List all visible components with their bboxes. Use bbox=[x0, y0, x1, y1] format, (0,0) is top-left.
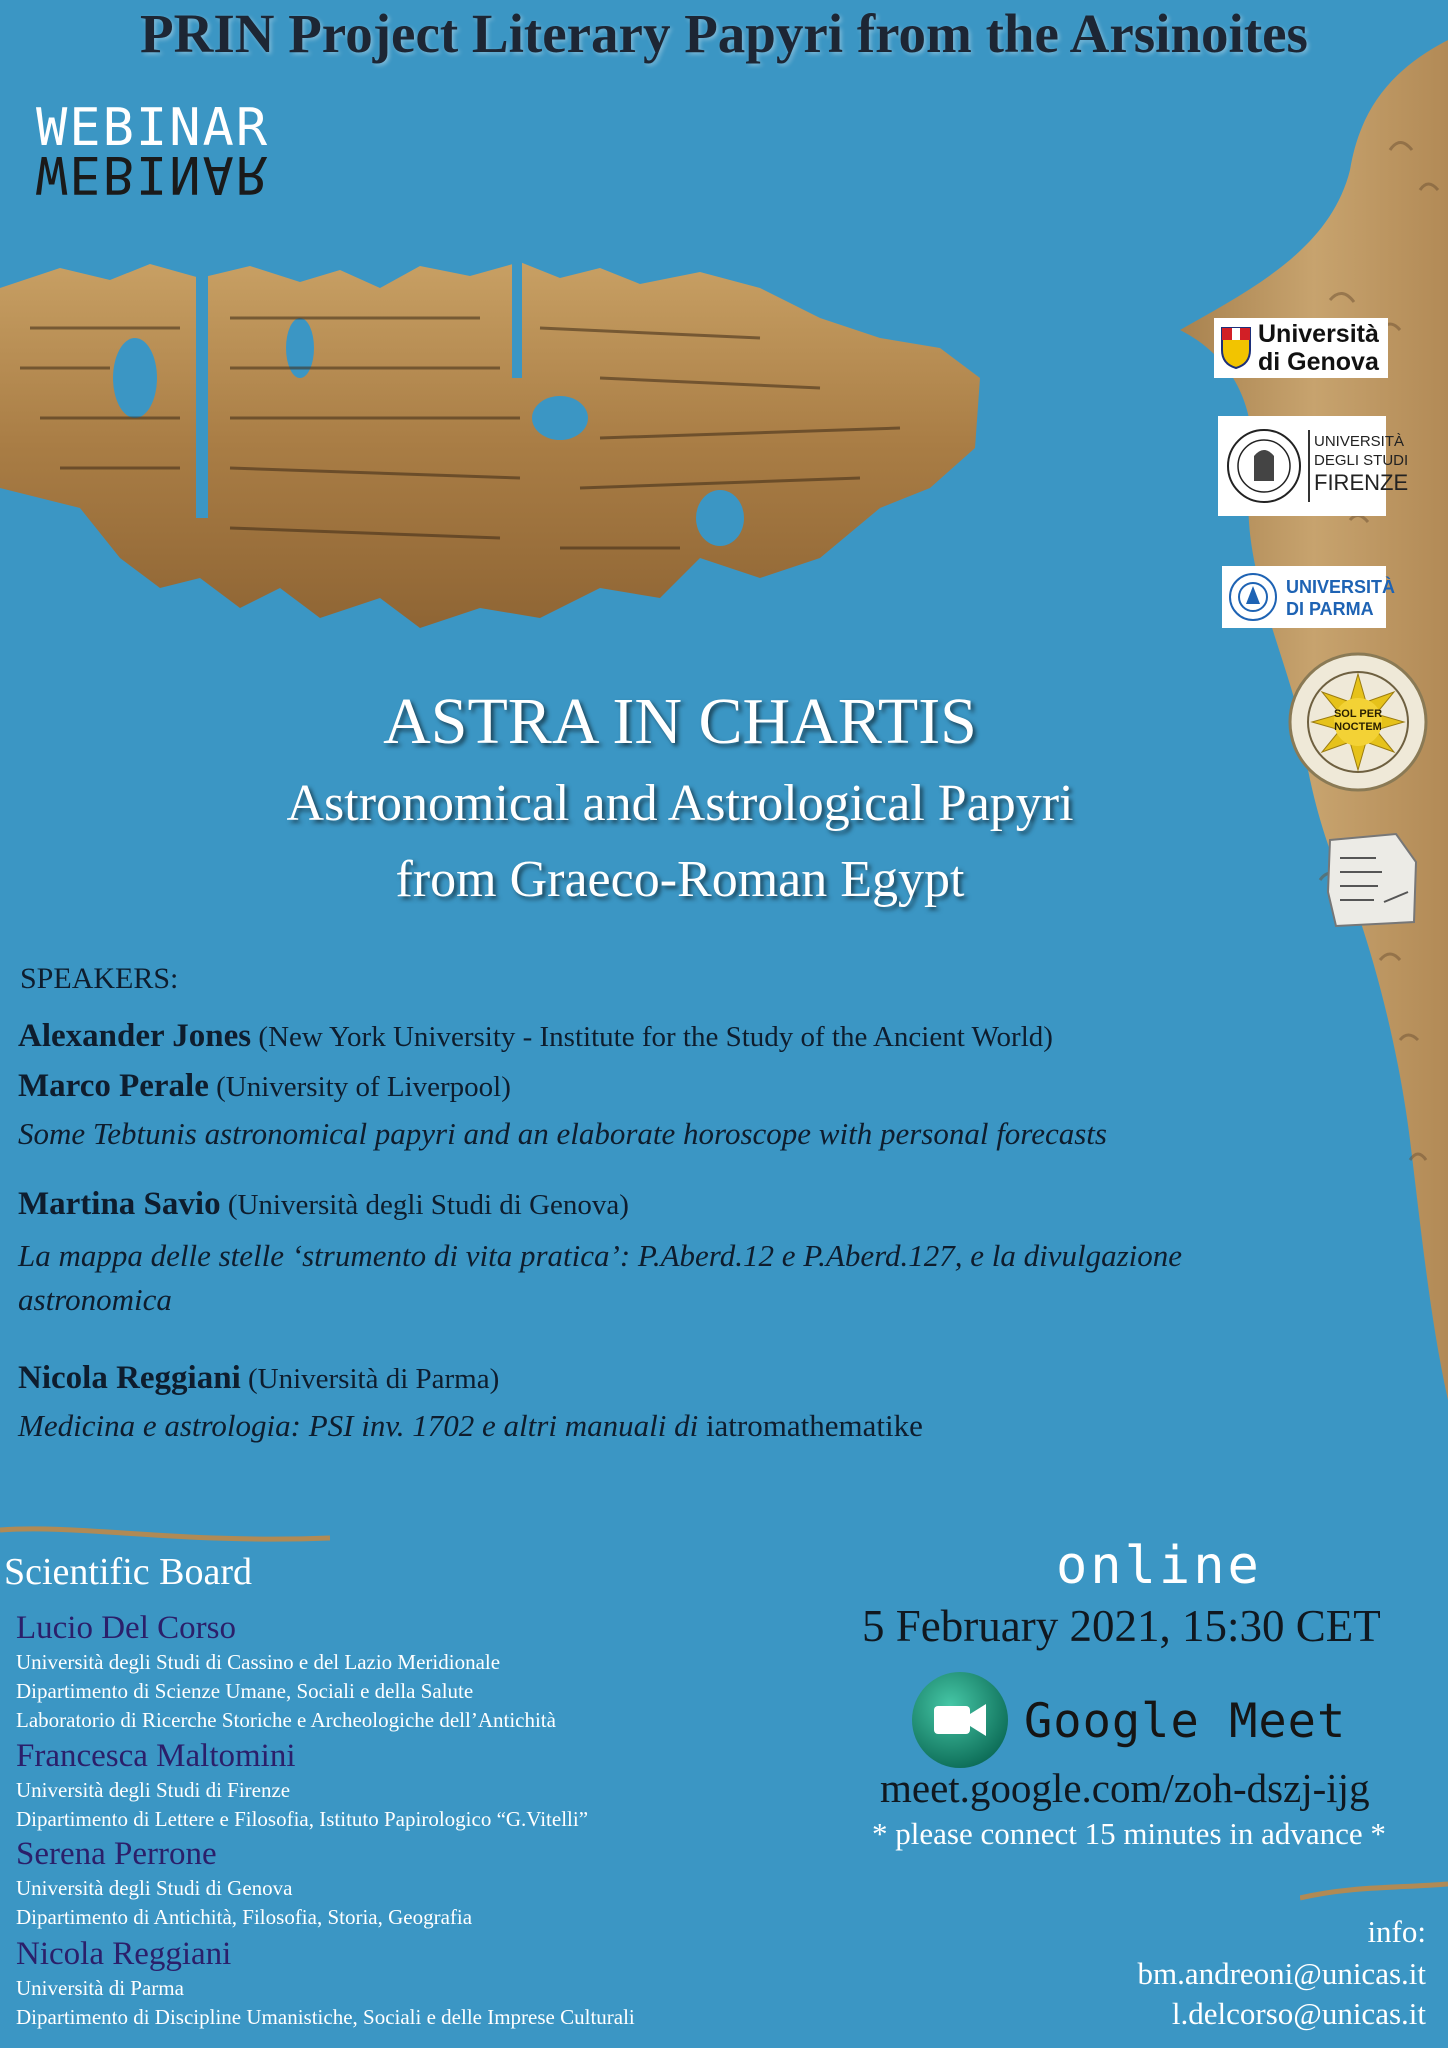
speaker-name: Marco Perale bbox=[18, 1068, 209, 1104]
speaker-affiliation: (New York University - Institute for the Study of the Ancient World) bbox=[258, 1021, 1053, 1053]
board-member-affiliation: Università degli Studi di Cassino e del Lazio Meridionale bbox=[16, 1650, 501, 1674]
scientific-board-heading: Scientific Board bbox=[4, 1551, 252, 1593]
project-title: PRIN Project Literary Papyri from the Arsinoites bbox=[140, 3, 1308, 64]
session-date: 5 February 2021, 15:30 CET bbox=[862, 1601, 1381, 1651]
board-member-name: Nicola Reggiani bbox=[16, 1936, 232, 1972]
event-subtitle bbox=[0, 766, 1360, 918]
event-subtitle-line1: Astronomical and Astrological Papyri bbox=[286, 775, 1074, 832]
talk-line: La mappa delle stelle ‘strumento di vita pratica’: P.Aberd.12 e P.Aberd.127, e la divulgazione bbox=[18, 1238, 1183, 1273]
speaker-perale bbox=[18, 1068, 511, 1105]
decorative-wave-line bbox=[0, 1520, 330, 1550]
board-member-affiliation: Dipartimento di Antichità, Filosofia, Storia, Geografia bbox=[16, 1905, 473, 1929]
parma-logo-line2: DI PARMA bbox=[1286, 599, 1374, 619]
talk-upright: iatromathematike bbox=[705, 1408, 923, 1443]
talk-italic: Medicina e astrologia: PSI inv. 1702 e altri manuali di bbox=[18, 1408, 699, 1443]
board-member-affiliation: Dipartimento di Discipline Umanistiche, Sociali e delle Imprese Culturali bbox=[16, 2005, 635, 2029]
firenze-seal-icon bbox=[1224, 426, 1304, 506]
board-member-affiliation: Università degli Studi di Genova bbox=[16, 1876, 293, 1900]
firenze-logo-line1: UNIVERSITÀ bbox=[1314, 433, 1405, 450]
session-mode: online bbox=[1056, 1536, 1262, 1596]
papyrus-fragment-image bbox=[0, 258, 990, 638]
genova-logo-line1: Università bbox=[1258, 320, 1379, 348]
firenze-logo-line3: FIRENZE bbox=[1314, 470, 1409, 495]
talk-line: astronomica bbox=[18, 1282, 172, 1317]
speaker-jones bbox=[18, 1018, 1053, 1055]
genova-shield-icon bbox=[1220, 326, 1252, 370]
speaker-affiliation: (University of Liverpool) bbox=[216, 1071, 511, 1103]
speaker-affiliation: (Università degli Studi di Genova) bbox=[227, 1189, 629, 1221]
board-member-name: Lucio Del Corso bbox=[16, 1610, 236, 1646]
parma-logo-line1: UNIVERSITÀ bbox=[1286, 577, 1396, 597]
genova-logo-line2: di Genova bbox=[1258, 348, 1379, 376]
board-member-affiliation: Università di Parma bbox=[16, 1976, 184, 2000]
board-member-name: Serena Perrone bbox=[16, 1836, 217, 1872]
contact-email[interactable]: bm.andreoni@unicas.it bbox=[1137, 1956, 1426, 1991]
speakers-heading: SPEAKERS: bbox=[20, 962, 179, 995]
connect-advance-note: * please connect 15 minutes in advance * bbox=[872, 1816, 1386, 1851]
google-meet-icon bbox=[910, 1670, 1010, 1770]
board-member-affiliation: Laboratorio di Ricerche Storiche e Archeologiche dell’Antichità bbox=[16, 1708, 556, 1732]
cassino-motto-line1: SOL PER bbox=[1333, 708, 1383, 720]
universita-firenze-logo bbox=[1218, 416, 1409, 516]
webinar-label-reflection: WEBINAR bbox=[36, 144, 270, 204]
speaker-name: Nicola Reggiani bbox=[18, 1360, 241, 1396]
speaker-name: Martina Savio bbox=[18, 1186, 221, 1222]
google-meet-label: Google Meet bbox=[1024, 1694, 1347, 1749]
board-member-affiliation: Università degli Studi di Firenze bbox=[16, 1778, 291, 1802]
board-member-name: Francesca Maltomini bbox=[16, 1738, 296, 1774]
universita-di-genova-logo bbox=[1214, 318, 1388, 378]
talk-title-perale: Some Tebtunis astronomical papyri and an elaborate horoscope with personal forecasts bbox=[18, 1116, 1107, 1151]
speaker-name: Alexander Jones bbox=[18, 1018, 252, 1054]
cassino-motto-line2: NOCTEM bbox=[1334, 721, 1382, 733]
speaker-reggiani bbox=[18, 1360, 499, 1397]
event-title: ASTRA IN CHARTIS bbox=[383, 685, 977, 758]
talk-title-savio bbox=[18, 1234, 1438, 1322]
board-member-affiliation: Dipartimento di Scienze Umane, Sociali e della Salute bbox=[16, 1679, 474, 1703]
board-member-affiliation: Dipartimento di Lettere e Filosofia, Istituto Papirologico “G.Vitelli” bbox=[16, 1807, 589, 1831]
meeting-link[interactable]: meet.google.com/zoh-dszj-ijg bbox=[880, 1765, 1370, 1811]
event-subtitle-line2: from Graeco-Roman Egypt bbox=[395, 851, 965, 908]
talk-title-reggiani bbox=[18, 1404, 1438, 1448]
info-label: info: bbox=[1367, 1914, 1426, 1949]
contact-email[interactable]: l.delcorso@unicas.it bbox=[1171, 1996, 1426, 2031]
universita-di-parma-logo bbox=[1222, 566, 1396, 628]
speaker-savio bbox=[18, 1186, 629, 1223]
webinar-label: WEBINAR bbox=[36, 98, 270, 158]
speaker-affiliation: (Università di Parma) bbox=[247, 1363, 500, 1395]
firenze-logo-line2: DEGLI STUDI bbox=[1314, 452, 1409, 469]
parma-seal-icon bbox=[1228, 572, 1278, 622]
decorative-wave-line bbox=[1300, 1880, 1448, 1906]
